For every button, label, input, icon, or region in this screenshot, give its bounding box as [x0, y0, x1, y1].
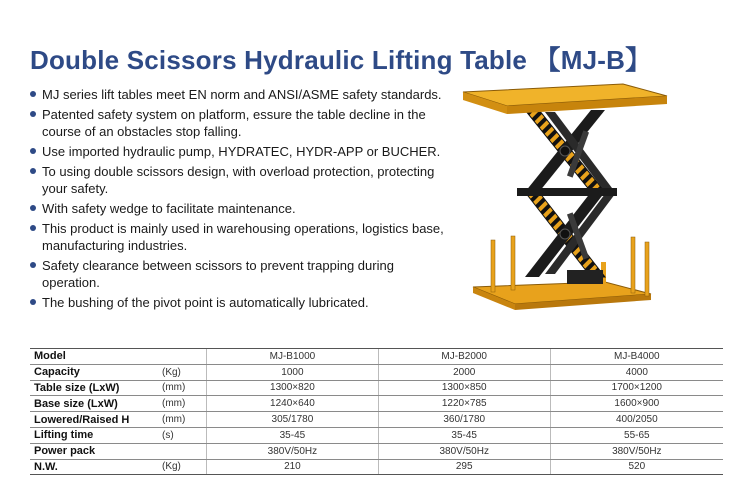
- feature-text: To using double scissors design, with overload protection, protecting your safety.: [42, 164, 435, 196]
- feature-text: Safety clearance between scissors to prevent trapping during operation.: [42, 258, 394, 290]
- header-label: Model: [30, 349, 158, 365]
- bullet-icon: [30, 205, 36, 211]
- row-label: Base size (LxW): [30, 396, 158, 412]
- table-header-row: [30, 349, 723, 365]
- scissor-arms: [517, 110, 617, 277]
- bullet-icon: [30, 299, 36, 305]
- table-cell: 380V/50Hz: [378, 443, 550, 459]
- bullet-icon: [30, 111, 36, 117]
- feature-item: [30, 143, 450, 160]
- table-row: [30, 364, 723, 380]
- header-cell: MJ-B4000: [550, 349, 723, 365]
- table-cell: 55-65: [550, 427, 723, 443]
- header-cell: MJ-B2000: [378, 349, 550, 365]
- header-unit: [158, 349, 207, 365]
- table-row: [30, 459, 723, 475]
- table-cell: 1700×1200: [550, 380, 723, 396]
- table-row: [30, 427, 723, 443]
- row-label: Table size (LxW): [30, 380, 158, 396]
- row-label: Power pack: [30, 443, 158, 459]
- feature-item: [30, 220, 450, 254]
- feature-text: Patented safety system on platform, essure the table decline in the course of an obstacles stop falling.: [42, 107, 426, 139]
- bullet-icon: [30, 225, 36, 231]
- table-cell: 520: [550, 459, 723, 475]
- row-unit: (mm): [158, 396, 207, 412]
- feature-list: [30, 86, 450, 314]
- feature-item: [30, 294, 450, 311]
- row-unit: (s): [158, 427, 207, 443]
- table-cell: 305/1780: [207, 412, 379, 428]
- row-unit: [158, 443, 207, 459]
- row-label: Lowered/Raised H: [30, 412, 158, 428]
- double-scissors-lift-table-photo: [455, 82, 675, 317]
- table-cell: 360/1780: [378, 412, 550, 428]
- table-row: [30, 412, 723, 428]
- feature-item: [30, 86, 450, 103]
- table-cell: 210: [207, 459, 379, 475]
- platform: [463, 84, 667, 114]
- table-cell: 2000: [378, 364, 550, 380]
- table-cell: 380V/50Hz: [207, 443, 379, 459]
- row-label: Lifting time: [30, 427, 158, 443]
- feature-text: With safety wedge to facilitate maintenance.: [42, 201, 296, 216]
- table-row: [30, 443, 723, 459]
- header-cell: MJ-B1000: [207, 349, 379, 365]
- row-unit: (mm): [158, 412, 207, 428]
- title-main: Double Scissors Hydraulic Lifting Table: [30, 45, 528, 75]
- feature-text: Use imported hydraulic pump, HYDRATEC, HYDR-APP or BUCHER.: [42, 144, 441, 159]
- feature-item: [30, 163, 450, 197]
- bullet-icon: [30, 262, 36, 268]
- row-label: Capacity: [30, 364, 158, 380]
- title-model: 【MJ-B】: [534, 45, 652, 75]
- table-row: [30, 380, 723, 396]
- page-title: [30, 40, 651, 77]
- hydraulic-pump: [567, 270, 603, 284]
- bullet-icon: [30, 91, 36, 97]
- table-row: [30, 396, 723, 412]
- feature-item: [30, 106, 450, 140]
- table-cell: 1220×785: [378, 396, 550, 412]
- table-cell: 1240×640: [207, 396, 379, 412]
- bullet-icon: [30, 148, 36, 154]
- table-cell: 400/2050: [550, 412, 723, 428]
- table-cell: 35-45: [207, 427, 379, 443]
- table-cell: 380V/50Hz: [550, 443, 723, 459]
- feature-text: The bushing of the pivot point is automatically lubricated.: [42, 295, 369, 310]
- table-cell: 295: [378, 459, 550, 475]
- table-cell: 4000: [550, 364, 723, 380]
- row-label: N.W.: [30, 459, 158, 475]
- feature-text: MJ series lift tables meet EN norm and ANSI/ASME safety standards.: [42, 87, 442, 102]
- table-cell: 1300×850: [378, 380, 550, 396]
- row-unit: (Kg): [158, 459, 207, 475]
- spec-table: [30, 348, 723, 475]
- table-cell: 1300×820: [207, 380, 379, 396]
- feature-item: [30, 200, 450, 217]
- row-unit: (mm): [158, 380, 207, 396]
- table-cell: 35-45: [378, 427, 550, 443]
- bullet-icon: [30, 168, 36, 174]
- table-cell: 1600×900: [550, 396, 723, 412]
- table-cell: 1000: [207, 364, 379, 380]
- feature-item: [30, 257, 450, 291]
- feature-text: This product is mainly used in warehousing operations, logistics base, manufacturing industries.: [42, 221, 444, 253]
- row-unit: (Kg): [158, 364, 207, 380]
